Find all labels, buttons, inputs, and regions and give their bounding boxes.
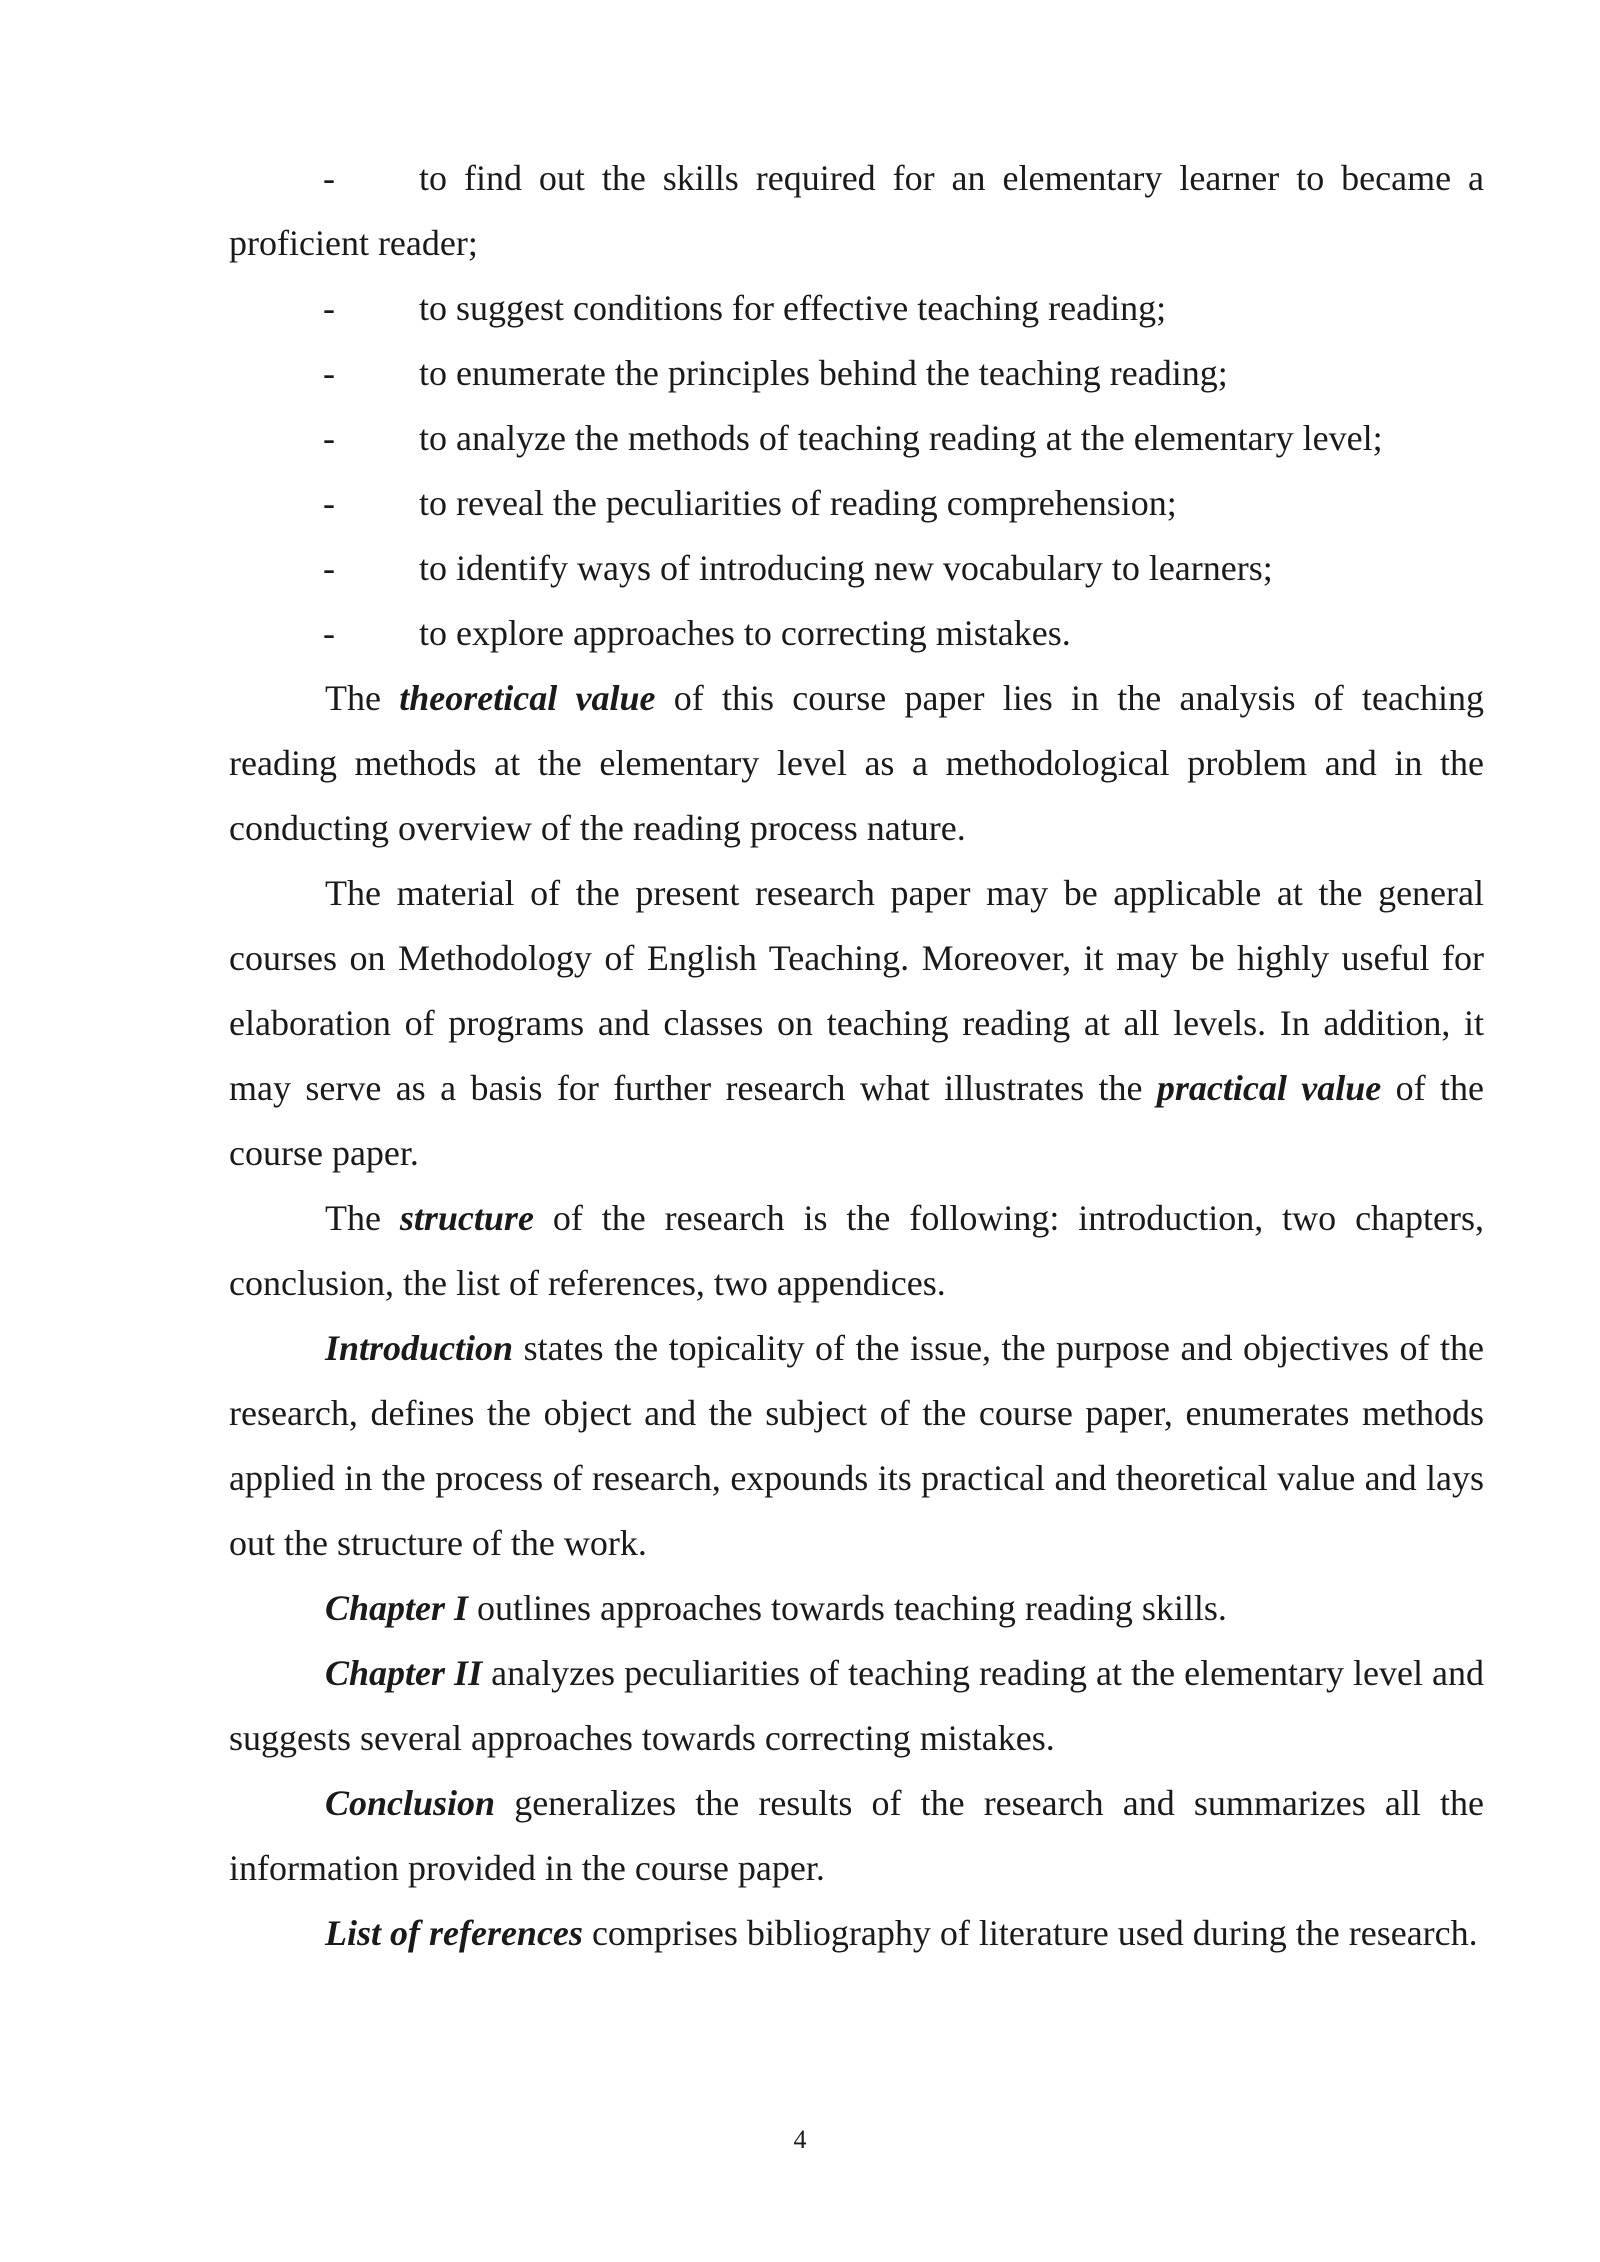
emphasized-term: Chapter I — [325, 1588, 469, 1628]
objective-text: to analyze the methods of teaching reading at the elementary level; — [419, 418, 1383, 458]
introduction-paragraph — [229, 1316, 1484, 1576]
list-dash: - — [323, 158, 335, 198]
page-number: 4 — [793, 2125, 807, 2154]
conclusion-paragraph — [229, 1771, 1484, 1901]
practical-value-paragraph — [229, 861, 1484, 1186]
emphasized-term: Conclusion — [325, 1783, 496, 1823]
objective-item — [229, 276, 1484, 341]
objective-item — [229, 341, 1484, 406]
objective-item — [229, 536, 1484, 601]
text-run: The material of the present research paper may be applicable at the general courses on Methodology of English Teaching. Moreover, it may be highly useful for elaboration of programs and classes on teaching reading at all levels. In addition, it may serve as a basis for further research what illustrates the — [229, 873, 1484, 1108]
objective-item — [229, 601, 1484, 666]
list-dash: - — [323, 613, 335, 653]
text-run: of this course paper lies in the analysis of teaching reading methods at the elementary level as a methodological problem and in the conducting overview of the reading process nature. — [229, 678, 1484, 848]
text-run: of the course paper. — [229, 1068, 1484, 1173]
page-body — [229, 146, 1484, 1966]
objective-item — [229, 146, 1484, 276]
list-dash: - — [323, 548, 335, 588]
text-run: comprises bibliography of literature used during the research. — [582, 1913, 1478, 1953]
text-run: of the research is the following: introduction, two chapters, conclusion, the list of references, two appendices. — [229, 1198, 1484, 1303]
objective-text: to find out the skills required for an elementary learner to became a proficient reader; — [229, 158, 1484, 263]
structure-paragraph — [229, 1186, 1484, 1316]
emphasized-term: Introduction — [325, 1328, 514, 1368]
theoretical-value-paragraph — [229, 666, 1484, 861]
text-run: The — [325, 1198, 400, 1238]
text-run: outlines approaches towards teaching reading skills. — [468, 1588, 1227, 1628]
text-run: analyzes peculiarities of teaching reading at the elementary level and suggests several approaches towards correcting mistakes. — [229, 1653, 1485, 1758]
objective-text: to reveal the peculiarities of reading comprehension; — [419, 483, 1177, 523]
emphasized-term: structure — [399, 1198, 534, 1238]
emphasized-term: practical value — [1156, 1068, 1382, 1108]
chapter-two-paragraph — [229, 1641, 1484, 1771]
text-run: generalizes the results of the research and summarizes all the information provided in the course paper. — [229, 1783, 1484, 1888]
list-dash: - — [323, 353, 335, 393]
chapter-one-paragraph — [229, 1576, 1484, 1641]
references-paragraph — [229, 1901, 1484, 1966]
list-dash: - — [323, 483, 335, 523]
text-run: states the topicality of the issue, the purpose and objectives of the research, defines the object and the subject of the course paper, enumerates methods applied in the process of research, expounds its practical and theoretical value and lays out the structure of the work. — [229, 1328, 1484, 1563]
list-dash: - — [323, 418, 335, 458]
objective-text: to explore approaches to correcting mistakes. — [419, 613, 1071, 653]
list-dash: - — [323, 288, 335, 328]
objective-item — [229, 471, 1484, 536]
emphasized-term: theoretical value — [399, 678, 656, 718]
emphasized-term: List of references — [325, 1913, 583, 1953]
text-run: The — [325, 678, 400, 718]
objective-text: to identify ways of introducing new vocabulary to learners; — [419, 548, 1273, 588]
emphasized-term: Chapter II — [325, 1653, 483, 1693]
objective-text: to enumerate the principles behind the teaching reading; — [419, 353, 1228, 393]
objective-item — [229, 406, 1484, 471]
objective-text: to suggest conditions for effective teaching reading; — [419, 288, 1167, 328]
